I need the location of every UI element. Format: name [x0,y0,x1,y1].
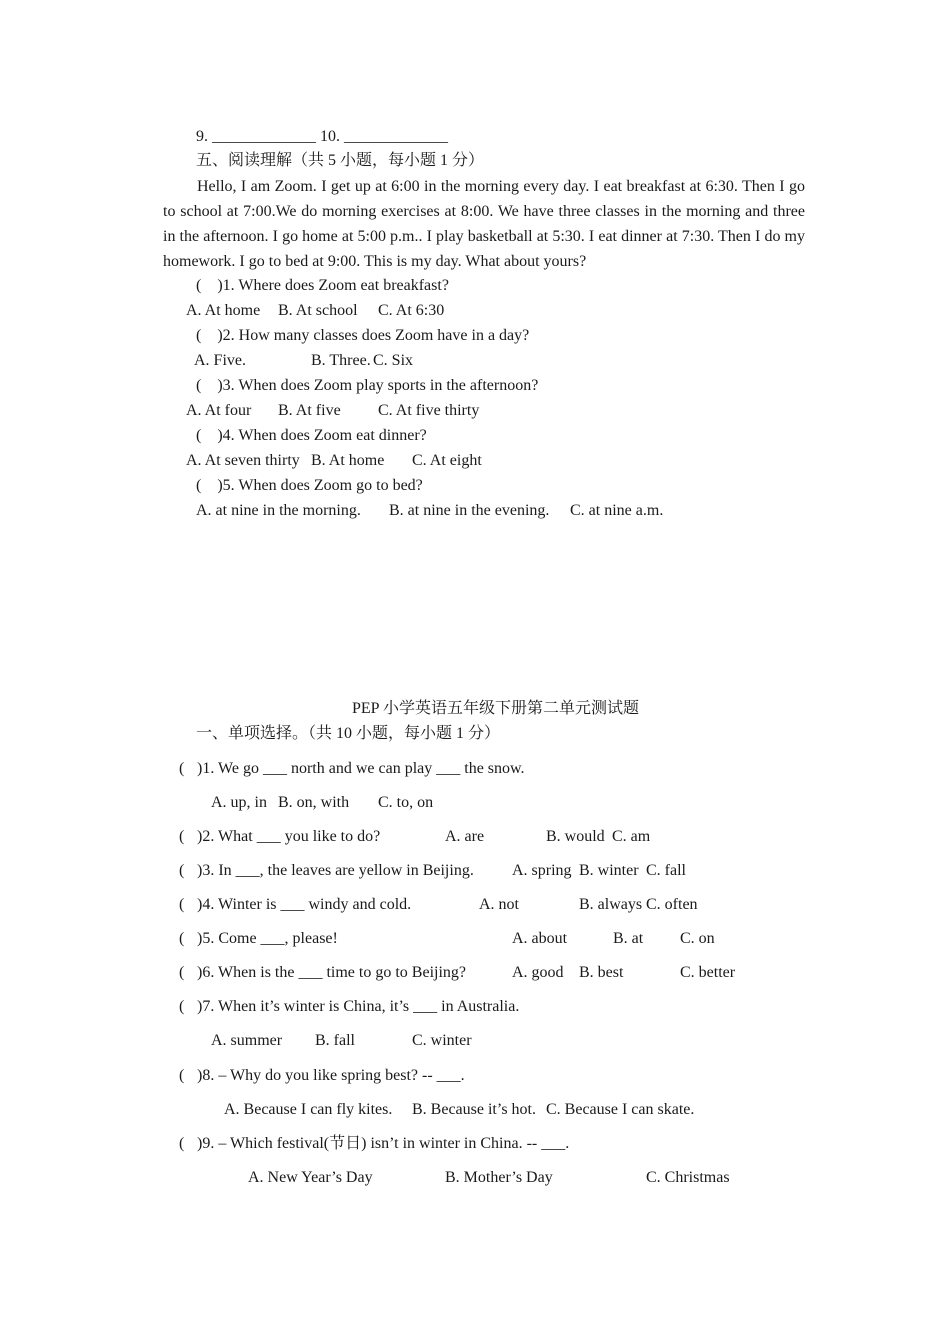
test-title: PEP 小学英语五年级下册第二单元测试题 [352,700,639,717]
question-9-paren: ( [179,1135,185,1152]
option-8b: B. Because it’s hot. [412,1101,536,1118]
reading-option-2c: C. Six [373,352,414,369]
question-2-paren: ( [179,828,185,845]
reading-question-1: ( )1. Where does Zoom eat breakfast? [196,277,449,294]
reading-question-2: ( )2. How many classes does Zoom have in a day? [196,327,530,344]
reading-option-3c: C. At five thirty [378,402,480,419]
reading-option-2a: A. Five. [194,352,246,369]
reading-option-4c: C. At eight [412,452,482,469]
question-4-paren: ( [179,896,185,913]
reading-question-3: ( )3. When does Zoom play sports in the afternoon? [196,377,539,394]
fill-in-line: 9. _____________ 10. _____________ [196,128,448,145]
option-1a: A. up, in [211,794,267,811]
option-3c: C. fall [646,862,686,879]
question-6: )6. When is the ___ time to go to Beijing? [197,964,466,981]
option-2b: B. would [546,828,605,845]
section-1-heading: 一、单项选择。（共 10 小题，每小题 1 分） [196,725,501,742]
option-2c: C. am [612,828,651,845]
reading-option-1b: B. At school [278,302,358,319]
option-1c: C. to, on [378,794,434,811]
reading-option-5c: C. at nine a.m. [570,502,664,519]
question-7-paren: ( [179,998,185,1015]
question-2: )2. What ___ you like to do? [197,828,381,845]
option-5a: A. about [512,930,568,947]
reading-option-1c: C. At 6:30 [378,302,445,319]
option-7b: B. fall [315,1032,355,1049]
option-5b: B. at [613,930,644,947]
reading-option-2b: B. Three. [311,352,371,369]
question-6-paren: ( [179,964,185,981]
option-7c: C. winter [412,1032,472,1049]
section-5-heading: 五、阅读理解（共 5 小题，每小题 1 分） [196,152,485,169]
option-6a: A. good [512,964,564,981]
reading-option-1a: A. At home [186,302,261,319]
reading-option-3b: B. At five [278,402,341,419]
option-9b: B. Mother’s Day [445,1169,553,1186]
question-9: )9. – Which festival(节日) isn’t in winter in China. -- ___. [197,1135,570,1152]
option-5c: C. on [680,930,715,947]
reading-question-5: ( )5. When does Zoom go to bed? [196,477,423,494]
question-8: )8. – Why do you like spring best? -- ___. [197,1067,465,1084]
option-8a: A. Because I can fly kites. [224,1101,393,1118]
option-4c: C. often [646,896,698,913]
option-1b: B. on, with [278,794,350,811]
question-3-paren: ( [179,862,185,879]
reading-option-4b: B. At home [311,452,385,469]
question-3: )3. In ___, the leaves are yellow in Beijing. [197,862,474,879]
option-7a: A. summer [211,1032,283,1049]
option-6b: B. best [579,964,624,981]
reading-question-4: ( )4. When does Zoom eat dinner? [196,427,427,444]
reading-option-5b: B. at nine in the evening. [389,502,550,519]
reading-option-4a: A. At seven thirty [186,452,300,469]
option-9c: C. Christmas [646,1169,730,1186]
reading-passage: Hello, I am Zoom. I get up at 6:00 in the morning every day. I eat breakfast at 6:30. Then I go to school at 7:00.We do morning exercises at 8:00. We have three classes in the morning and three in the afternoon. I go home at 5:00 p.m.. I play basketball at 5:30. I eat dinner at 7:30. Then I do my homework. I go to bed at 9:00. This is my day. What about yours? [163,178,805,270]
option-9a: A. New Year’s Day [248,1169,373,1186]
option-3b: B. winter [579,862,639,879]
reading-option-3a: A. At four [186,402,252,419]
option-4a: A. not [479,896,519,913]
option-8c: C. Because I can skate. [546,1101,695,1118]
question-4: )4. Winter is ___ windy and cold. [197,896,412,913]
reading-option-5a: A. at nine in the morning. [196,502,361,519]
question-1: )1. We go ___ north and we can play ___ the snow. [197,760,525,777]
question-5-paren: ( [179,930,185,947]
option-3a: A. spring [512,862,572,879]
question-1-paren: ( [179,760,185,777]
question-7: )7. When it’s winter is China, it’s ___ in Australia. [197,998,520,1015]
question-8-paren: ( [179,1067,185,1084]
option-4b: B. always [579,896,643,913]
option-6c: C. better [680,964,736,981]
option-2a: A. are [445,828,485,845]
question-5: )5. Come ___, please! [197,930,338,947]
